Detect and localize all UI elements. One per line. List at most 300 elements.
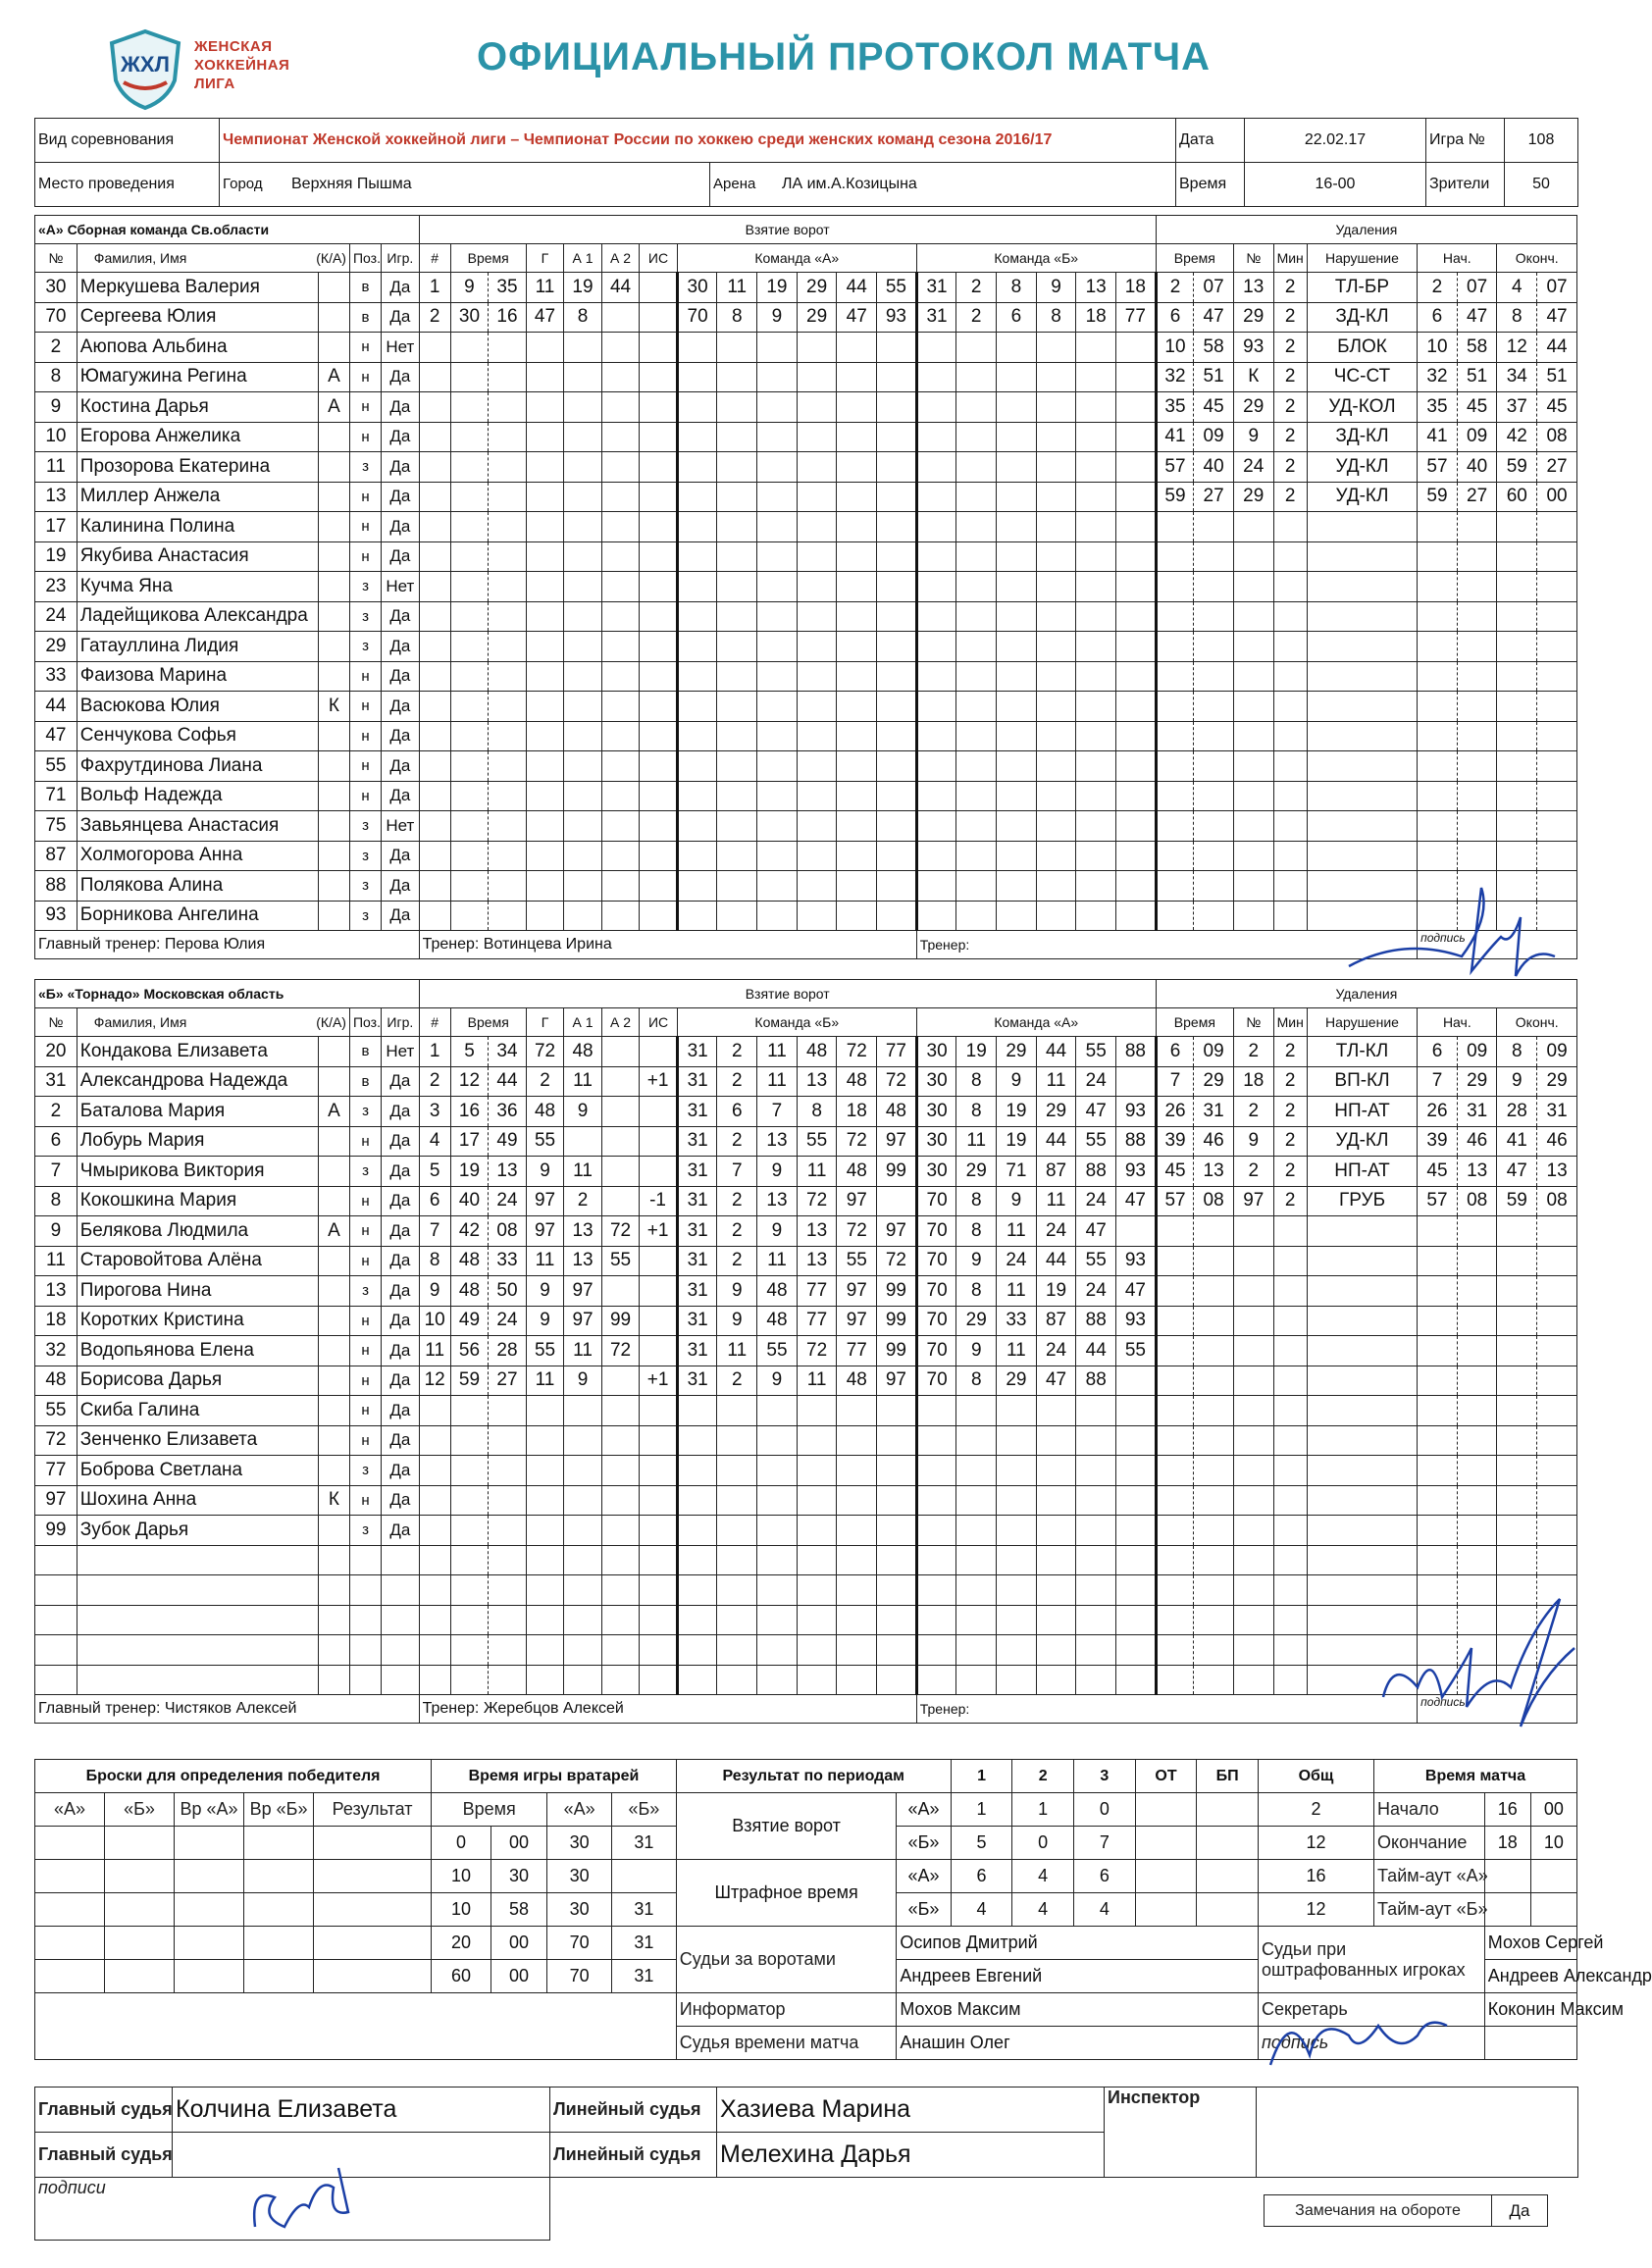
on-ice-player — [757, 1575, 798, 1606]
player-name: Якубива Анастасия — [77, 541, 318, 572]
on-ice-player — [677, 1665, 717, 1695]
pim-a: 6 — [1074, 1860, 1136, 1893]
on-ice-opponent: 30 — [916, 1066, 956, 1097]
goal-assist-2 — [601, 541, 640, 572]
player-name: Миллер Анжела — [77, 482, 318, 512]
goal-assist-1: 48 — [564, 1037, 602, 1067]
player-played: Да — [382, 541, 420, 572]
on-ice-opponent — [997, 1575, 1037, 1606]
player-played: Да — [382, 1157, 420, 1187]
penalty-length — [1273, 1575, 1307, 1606]
on-ice-player — [797, 1485, 837, 1516]
on-ice-opponent: 24 — [1036, 1216, 1076, 1247]
penalty-start-sec — [1457, 781, 1497, 811]
pim-a: 4 — [1012, 1860, 1074, 1893]
penalty-player — [1233, 751, 1273, 782]
on-ice-player: 13 — [797, 1216, 837, 1247]
on-ice-opponent: 70 — [916, 1336, 956, 1366]
on-ice-player — [677, 541, 717, 572]
spectators-label: Зрители — [1426, 163, 1505, 207]
goal-second — [489, 781, 527, 811]
penalty-start-sec — [1457, 1545, 1497, 1575]
penalty-end-min: 42 — [1497, 422, 1537, 452]
player-number: 13 — [35, 1276, 77, 1307]
goalie-time-min: 20 — [432, 1927, 491, 1960]
penalty-start-sec: 47 — [1457, 302, 1497, 333]
on-ice-player — [837, 781, 877, 811]
penalty-length — [1273, 512, 1307, 542]
penalty-start-min: 32 — [1418, 362, 1458, 392]
col-header: Игр. — [382, 1008, 420, 1037]
goal-minute: 48 — [450, 1246, 489, 1276]
on-ice-opponent: 88 — [1116, 1037, 1157, 1067]
on-ice-player: 97 — [877, 1366, 917, 1396]
on-ice-player — [837, 1665, 877, 1695]
player-played: Нет — [382, 333, 420, 363]
on-ice-player: 48 — [837, 1066, 877, 1097]
on-ice-player — [717, 871, 757, 902]
penalty-minute — [1156, 1545, 1194, 1575]
penalty-end-sec: 29 — [1537, 1066, 1577, 1097]
shootout-cell — [35, 1827, 105, 1860]
penalty-end-sec — [1537, 1456, 1577, 1486]
on-ice-opponent — [1076, 392, 1116, 423]
penalty-second: 13 — [1194, 1157, 1234, 1187]
on-ice-player — [717, 1456, 757, 1486]
player-name: Ладейщикова Александра — [77, 601, 318, 632]
on-ice-player — [877, 1516, 917, 1546]
on-ice-opponent — [1116, 482, 1157, 512]
on-ice-opponent — [956, 1396, 997, 1426]
penalty-end-sec — [1537, 601, 1577, 632]
player-role — [318, 1635, 349, 1666]
signature-cell — [1484, 2027, 1576, 2060]
player-role — [318, 601, 349, 632]
goal-second: 08 — [489, 1216, 527, 1247]
empty-area — [35, 1993, 677, 2060]
on-ice-player — [877, 632, 917, 662]
col-header: А 1 — [564, 244, 602, 273]
on-ice-opponent: 44 — [1036, 1246, 1076, 1276]
player-row — [35, 1456, 1577, 1486]
coach-2-label: Тренер: — [919, 1701, 970, 1717]
on-ice-opponent — [1116, 1605, 1157, 1635]
penalty-length — [1273, 871, 1307, 902]
penalty-start-min — [1418, 512, 1458, 542]
goal-minute — [450, 632, 489, 662]
goal-scorer — [526, 512, 564, 542]
penalty-second — [1194, 901, 1234, 931]
on-ice-player — [877, 333, 917, 363]
penalty-end-sec — [1537, 1396, 1577, 1426]
player-role — [318, 1157, 349, 1187]
player-row — [35, 1396, 1577, 1426]
goal-assist-1 — [564, 1456, 602, 1486]
penalty-start-min: 2 — [1418, 273, 1458, 303]
on-ice-player — [717, 632, 757, 662]
penalty-player — [1233, 811, 1273, 842]
goal-number — [419, 1575, 450, 1606]
penalty-start-sec: 46 — [1457, 1126, 1497, 1157]
penalty-player: 97 — [1233, 1186, 1273, 1216]
col-header: # — [419, 244, 450, 273]
on-ice-player — [797, 1396, 837, 1426]
goal-second — [489, 1516, 527, 1546]
on-ice-player — [717, 751, 757, 782]
col-header: № — [1233, 1008, 1273, 1037]
penalty-end-sec: 00 — [1537, 482, 1577, 512]
penalty-start-sec: 27 — [1457, 482, 1497, 512]
on-ice-opponent — [1116, 661, 1157, 692]
on-ice-player — [757, 1665, 798, 1695]
on-ice-player — [797, 1516, 837, 1546]
goal-scorer — [526, 333, 564, 363]
end-label: Окончание — [1374, 1827, 1485, 1860]
penalty-start-sec — [1457, 1276, 1497, 1307]
player-number: 88 — [35, 871, 77, 902]
on-ice-player — [837, 422, 877, 452]
player-role — [318, 871, 349, 902]
player-played: Да — [382, 781, 420, 811]
penalty-second — [1194, 841, 1234, 871]
col-header: № — [35, 244, 77, 273]
player-played: Да — [382, 721, 420, 751]
penalty-minute: 2 — [1156, 273, 1194, 303]
goal-number: 5 — [419, 1157, 450, 1187]
player-position: з — [349, 452, 381, 483]
on-ice-opponent — [1116, 541, 1157, 572]
player-number: 87 — [35, 841, 77, 871]
penalty-player — [1233, 1276, 1273, 1307]
linesman-label: Линейный судья — [550, 2088, 717, 2133]
player-number: 55 — [35, 1396, 77, 1426]
goalie-a: 30 — [547, 1827, 612, 1860]
on-ice-opponent — [1036, 601, 1076, 632]
on-ice-opponent: 44 — [1036, 1037, 1076, 1067]
on-ice-player — [677, 1516, 717, 1546]
inspector-value — [1257, 2088, 1578, 2178]
penalty-minute: 10 — [1156, 333, 1194, 363]
penalty-foul — [1307, 1336, 1417, 1366]
goal-assist-1 — [564, 751, 602, 782]
penalty-start-sec — [1457, 692, 1497, 722]
goal-minute — [450, 1665, 489, 1695]
player-number: 55 — [35, 751, 77, 782]
penalty-start-min — [1418, 1246, 1458, 1276]
on-ice-opponent — [1036, 1516, 1076, 1546]
shootout-col: Результат — [314, 1793, 432, 1827]
goal-scorer: 11 — [526, 273, 564, 303]
goal-scorer — [526, 392, 564, 423]
goal-minute — [450, 541, 489, 572]
penalty-minute — [1156, 1336, 1194, 1366]
penalty-player — [1233, 1665, 1273, 1695]
penalty-player — [1233, 901, 1273, 931]
on-ice-player: 72 — [797, 1336, 837, 1366]
penalty-foul: УД-КОЛ — [1307, 392, 1417, 423]
goal-number: 11 — [419, 1336, 450, 1366]
goal-scorer: 2 — [526, 1066, 564, 1097]
on-ice-opponent — [997, 1396, 1037, 1426]
player-role — [318, 841, 349, 871]
on-ice-player — [877, 751, 917, 782]
goal-assist-2 — [601, 1276, 640, 1307]
penalty-minute — [1156, 841, 1194, 871]
player-position: з — [349, 632, 381, 662]
player-played — [382, 1605, 420, 1635]
goal-assist-1: 9 — [564, 1366, 602, 1396]
on-ice-player: 99 — [877, 1306, 917, 1336]
goal-situation — [640, 1516, 678, 1546]
on-ice-opponent: 30 — [916, 1126, 956, 1157]
on-ice-player: 11 — [797, 1157, 837, 1187]
penalty-second: 31 — [1194, 1097, 1234, 1127]
on-ice-opponent: 8 — [1036, 302, 1076, 333]
on-ice-opponent — [1036, 1635, 1076, 1666]
penalty-end-sec: 27 — [1537, 452, 1577, 483]
on-ice-opponent — [916, 1665, 956, 1695]
penalty-player: 29 — [1233, 302, 1273, 333]
penalty-end-min: 4 — [1497, 273, 1537, 303]
player-row — [35, 1246, 1577, 1276]
on-ice-opponent: 11 — [997, 1216, 1037, 1247]
on-ice-opponent — [1076, 482, 1116, 512]
penalty-player: 9 — [1233, 422, 1273, 452]
goal-situation — [640, 601, 678, 632]
penalty-player: 13 — [1233, 273, 1273, 303]
on-ice-player — [717, 512, 757, 542]
penalty-start-min — [1418, 1336, 1458, 1366]
player-position — [349, 1545, 381, 1575]
on-ice-opponent: 70 — [916, 1216, 956, 1247]
goal-second: 13 — [489, 1157, 527, 1187]
on-ice-opponent — [1076, 1485, 1116, 1516]
penalty-end-min: 9 — [1497, 1066, 1537, 1097]
player-position: н — [349, 1306, 381, 1336]
penalty-start-min — [1418, 1456, 1458, 1486]
player-number: 11 — [35, 1246, 77, 1276]
on-ice-player — [677, 1545, 717, 1575]
goal-second: 44 — [489, 1066, 527, 1097]
on-ice-player — [797, 601, 837, 632]
goal-assist-1: 13 — [564, 1246, 602, 1276]
penalty-end-sec — [1537, 1485, 1577, 1516]
col-header: Г — [526, 1008, 564, 1037]
player-row — [35, 1366, 1577, 1396]
goal-assist-2 — [601, 721, 640, 751]
penalty-foul — [1307, 572, 1417, 602]
player-played: Да — [382, 1306, 420, 1336]
goal-assist-2 — [601, 632, 640, 662]
timeout-a-hour — [1484, 1860, 1530, 1893]
team-b-mark: «Б» — [897, 1893, 951, 1927]
penalty-foul — [1307, 1485, 1417, 1516]
player-name: Лобурь Мария — [77, 1126, 318, 1157]
penalty-start-sec — [1457, 811, 1497, 842]
player-role — [318, 1246, 349, 1276]
end-hour: 18 — [1484, 1827, 1530, 1860]
shootout-cell — [244, 1893, 314, 1927]
on-ice-opponent: 70 — [916, 1306, 956, 1336]
on-ice-opponent — [916, 422, 956, 452]
goal-scorer: 48 — [526, 1097, 564, 1127]
goal-scorer — [526, 781, 564, 811]
goal-scorer: 11 — [526, 1366, 564, 1396]
penalty-player — [1233, 1635, 1273, 1666]
on-ice-opponent: 11 — [1036, 1186, 1076, 1216]
penalty-end-min — [1497, 841, 1537, 871]
player-name: Фаизова Марина — [77, 661, 318, 692]
penalty-start-min: 7 — [1418, 1066, 1458, 1097]
shootout-cell — [35, 1893, 105, 1927]
penalty-second — [1194, 601, 1234, 632]
on-ice-player: 11 — [717, 273, 757, 303]
goal-number: 1 — [419, 1037, 450, 1067]
player-role — [318, 333, 349, 363]
game-label: Игра № — [1426, 119, 1505, 163]
penalty-second — [1194, 1396, 1234, 1426]
goal-minute: 16 — [450, 1097, 489, 1127]
player-row — [35, 692, 1577, 722]
goal-assist-2 — [601, 781, 640, 811]
goal-minute — [450, 1425, 489, 1456]
goal-number — [419, 392, 450, 423]
linesman-label: Линейный судья — [550, 2133, 717, 2178]
penalty-start-min: 45 — [1418, 1157, 1458, 1187]
player-played: Да — [382, 1216, 420, 1247]
penalty-start-sec: 29 — [1457, 1066, 1497, 1097]
penalty-start-sec: 08 — [1457, 1186, 1497, 1216]
shootout-cell — [105, 1827, 175, 1860]
on-ice-opponent — [1076, 333, 1116, 363]
penalty-length: 2 — [1273, 333, 1307, 363]
goal-situation — [640, 1246, 678, 1276]
on-ice-player: 8 — [797, 1097, 837, 1127]
penalty-start-min — [1418, 1366, 1458, 1396]
on-ice-opponent — [916, 1456, 956, 1486]
on-ice-player: 55 — [877, 273, 917, 303]
player-played: Да — [382, 1485, 420, 1516]
penalty-second: 27 — [1194, 482, 1234, 512]
penalty-end-min — [1497, 1276, 1537, 1307]
penalty-start-sec — [1457, 1425, 1497, 1456]
penalty-start-min: 10 — [1418, 333, 1458, 363]
player-row — [35, 1037, 1577, 1067]
penalty-end-min — [1497, 1246, 1537, 1276]
on-ice-player — [717, 392, 757, 423]
penalty-end-sec — [1537, 512, 1577, 542]
on-ice-opponent — [997, 811, 1037, 842]
on-ice-player — [757, 781, 798, 811]
on-ice-opponent: 70 — [916, 1186, 956, 1216]
goal-assist-1: 9 — [564, 1097, 602, 1127]
col-header: Поз. — [349, 244, 381, 273]
player-name: Калинина Полина — [77, 512, 318, 542]
goal-scorer — [526, 811, 564, 842]
on-ice-player: 13 — [797, 1246, 837, 1276]
player-played: Да — [382, 392, 420, 423]
penalty-minute — [1156, 692, 1194, 722]
penalty-foul — [1307, 1276, 1417, 1307]
on-ice-opponent: 87 — [1036, 1157, 1076, 1187]
col-header: Мин — [1273, 244, 1307, 273]
goal-second — [489, 362, 527, 392]
on-ice-opponent — [956, 632, 997, 662]
penalty-length: 2 — [1273, 273, 1307, 303]
signature-label: подпись — [1420, 931, 1466, 945]
goal-assist-1: 97 — [564, 1276, 602, 1307]
penalty-start-min — [1418, 1276, 1458, 1307]
player-number: 8 — [35, 1186, 77, 1216]
on-ice-player — [677, 512, 717, 542]
goal-situation — [640, 751, 678, 782]
on-ice-opponent: 93 — [1116, 1306, 1157, 1336]
col-header: (К/А) — [316, 250, 346, 266]
player-row — [35, 572, 1577, 602]
league-name-line: ХОККЕЙНАЯ — [194, 57, 290, 74]
goal-assist-2 — [601, 751, 640, 782]
on-ice-opponent — [1076, 422, 1116, 452]
on-ice-player — [797, 1545, 837, 1575]
competition-value: Чемпионат Женской хоккейной лиги – Чемпионат России по хоккею среди женских команд сезона 2016/17 — [220, 119, 1176, 163]
on-ice-opponent — [997, 512, 1037, 542]
goal-assist-2 — [601, 422, 640, 452]
start-hour: 16 — [1484, 1793, 1530, 1827]
on-ice-player: 70 — [677, 302, 717, 333]
on-ice-player — [877, 661, 917, 692]
on-ice-opponent — [916, 811, 956, 842]
player-name: Борникова Ангелина — [77, 901, 318, 931]
on-ice-player — [717, 1605, 757, 1635]
penalty-minute — [1156, 1485, 1194, 1516]
on-ice-opponent — [1076, 751, 1116, 782]
on-ice-player: 97 — [877, 1126, 917, 1157]
end-minute: 10 — [1530, 1827, 1576, 1860]
goal-situation — [640, 452, 678, 483]
goal-second — [489, 901, 527, 931]
goal-second — [489, 632, 527, 662]
goal-assist-1 — [564, 1126, 602, 1157]
remarks-value: Да — [1492, 2195, 1548, 2227]
on-ice-player — [877, 572, 917, 602]
on-ice-player: 2 — [717, 1186, 757, 1216]
goal-assist-1: 13 — [564, 1216, 602, 1247]
on-ice-player — [797, 1635, 837, 1666]
player-played: Да — [382, 1246, 420, 1276]
col-header: ИС — [640, 244, 678, 273]
head-coach-value: Чистяков Алексей — [164, 1700, 297, 1717]
penalty-minute — [1156, 781, 1194, 811]
shootout-col: Вр «Б» — [244, 1793, 314, 1827]
on-ice-player: 13 — [757, 1126, 798, 1157]
penalty-second: 58 — [1194, 333, 1234, 363]
on-ice-opponent — [1036, 392, 1076, 423]
on-ice-opponent: 55 — [1076, 1126, 1116, 1157]
on-ice-opponent — [1036, 333, 1076, 363]
col-header-name — [77, 244, 349, 273]
on-ice-player — [877, 1186, 917, 1216]
player-name: Сенчукова Софья — [77, 721, 318, 751]
on-ice-player: 77 — [877, 1037, 917, 1067]
on-ice-opponent — [997, 1456, 1037, 1486]
on-ice-opponent — [997, 781, 1037, 811]
goal-assist-1 — [564, 482, 602, 512]
on-ice-player — [677, 632, 717, 662]
date-value: 22.02.17 — [1245, 119, 1426, 163]
on-ice-opponent — [1076, 1665, 1116, 1695]
penalty-length: 2 — [1273, 482, 1307, 512]
goal-assist-2 — [601, 512, 640, 542]
